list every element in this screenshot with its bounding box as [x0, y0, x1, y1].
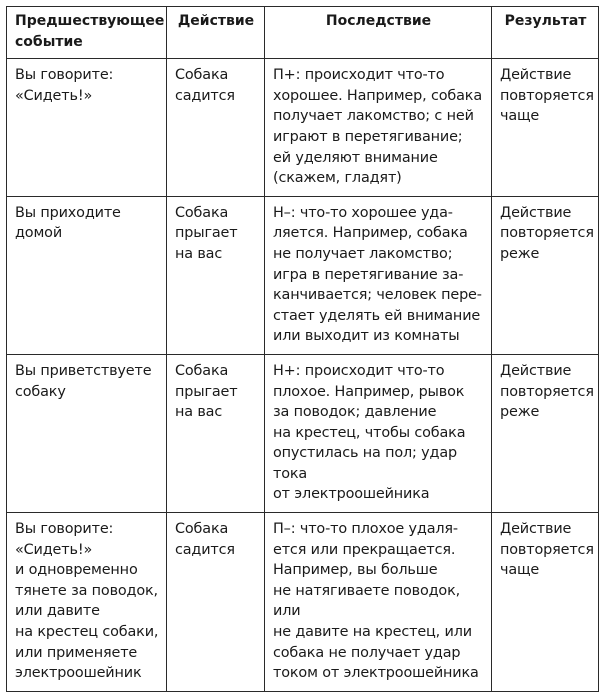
- cell-consequence: П–: что-то плохое удаля- ется или прекращается. Например, вы больше не натягиваете поводок, или не давите на крестец, или собака не получает удар током от электроошейника: [265, 513, 492, 692]
- cell-behavior: Собака садится: [167, 59, 265, 197]
- cell-result: Действие повторяется чаще: [492, 59, 599, 197]
- consequences-table: [6, 6, 599, 692]
- cell-antecedent: Вы говорите: «Сидеть!» и одновременно тянете за поводок, или давите на крестец собаки, или применяете электроошейник: [7, 513, 167, 692]
- header-antecedent: Предшествующее событие: [7, 7, 167, 59]
- header-consequence: Последствие: [265, 7, 492, 59]
- table-row: [7, 354, 599, 512]
- header-result: Результат: [492, 7, 599, 59]
- cell-consequence: П+: происходит что-то хорошее. Например, собака получает лакомство; с ней играют в перетягивание; ей уделяют внимание (скажем, гладят): [265, 59, 492, 197]
- table-row: [7, 513, 599, 692]
- table-row: [7, 59, 599, 197]
- cell-result: Действие повторяется реже: [492, 354, 599, 512]
- cell-behavior: Собака прыгает на вас: [167, 196, 265, 354]
- cell-result: Действие повторяется чаще: [492, 513, 599, 692]
- cell-behavior: Собака садится: [167, 513, 265, 692]
- cell-result: Действие повторяется реже: [492, 196, 599, 354]
- cell-behavior: Собака прыгает на вас: [167, 354, 265, 512]
- cell-antecedent: Вы приветствуете собаку: [7, 354, 167, 512]
- cell-consequence: Н–: что-то хорошее уда- ляется. Например, собака не получает лакомство; игра в перетягивание за- канчивается; человек пере- стает уделять ей внимание или выходит из комнаты: [265, 196, 492, 354]
- header-row: [7, 7, 599, 59]
- cell-antecedent: Вы приходите домой: [7, 196, 167, 354]
- table-row: [7, 196, 599, 354]
- cell-antecedent: Вы говорите: «Сидеть!»: [7, 59, 167, 197]
- header-behavior: Действие: [167, 7, 265, 59]
- cell-consequence: Н+: происходит что-то плохое. Например, рывок за поводок; давление на крестец, чтобы собака опустилась на пол; удар тока от электроошейника: [265, 354, 492, 512]
